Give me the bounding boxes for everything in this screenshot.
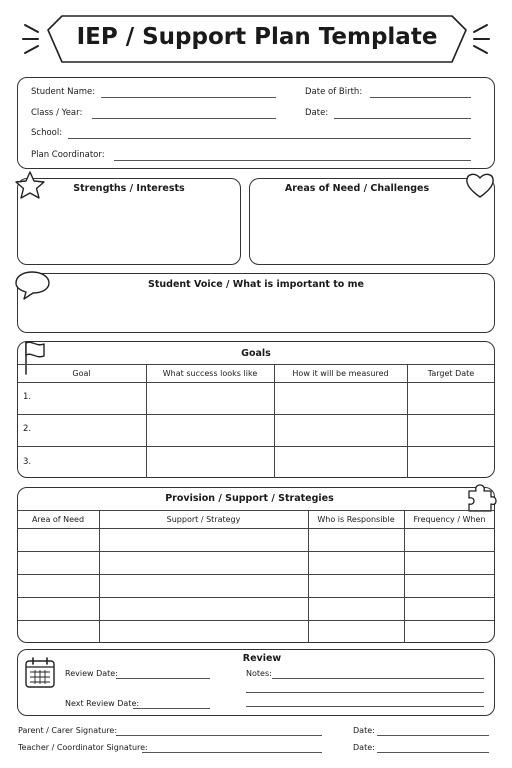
parent-date-label: Date:: [353, 726, 375, 735]
goals-row-divider: [17, 414, 495, 415]
coordinator-label: Plan Coordinator:: [31, 150, 105, 160]
sparkle-left-icon: [20, 22, 60, 62]
goals-title-divider: [17, 364, 495, 365]
provision-col-responsible: Who is Responsible: [317, 515, 395, 524]
provision-title: Provision / Support / Strategies: [165, 493, 334, 504]
goals-col-divider: [407, 364, 408, 478]
provision-row-divider: [17, 551, 495, 552]
goals-header-divider: [17, 382, 495, 383]
goal-row-number: 3.: [23, 457, 32, 467]
school-field[interactable]: [68, 138, 471, 139]
review-date-label: Review Date:: [65, 669, 118, 678]
student-name-label: Student Name:: [31, 87, 96, 97]
review-date-field[interactable]: [116, 678, 210, 679]
school-label: School:: [31, 128, 63, 138]
date-field[interactable]: [334, 118, 471, 119]
goals-col-success: What success looks like: [162, 369, 258, 378]
teacher-signature-label: Teacher / Coordinator Signature:: [18, 743, 148, 752]
class-year-label: Class / Year:: [31, 108, 83, 118]
provision-col-divider: [404, 510, 405, 643]
needs-title: Areas of Need / Challenges: [284, 183, 430, 194]
provision-col-divider: [308, 510, 309, 643]
goals-col-measured: How it will be measured: [292, 369, 389, 378]
provision-col-frequency: Frequency / When: [413, 515, 486, 524]
provision-col-divider: [99, 510, 100, 643]
dob-label: Date of Birth:: [305, 87, 363, 97]
provision-row-divider: [17, 620, 495, 621]
next-review-date-label: Next Review Date:: [65, 699, 140, 708]
sparkle-right-icon: [470, 22, 510, 62]
provision-col-area: Area of Need: [31, 515, 85, 524]
student-name-field[interactable]: [101, 97, 276, 98]
teacher-date-field[interactable]: [377, 752, 489, 753]
goal-row-number: 2.: [23, 424, 32, 434]
provision-header-divider: [17, 528, 495, 529]
goals-title: Goals: [241, 348, 271, 359]
page-title: IEP / Support Plan Template: [76, 24, 438, 50]
goals-col-divider: [274, 364, 275, 478]
goals-row-divider: [17, 446, 495, 447]
provision-row-divider: [17, 574, 495, 575]
heart-icon: [465, 171, 497, 199]
notes-field-line[interactable]: [246, 706, 484, 707]
coordinator-field[interactable]: [114, 160, 471, 161]
parent-signature-field[interactable]: [116, 735, 322, 736]
goals-col-goal: Goal: [72, 369, 91, 378]
goals-col-divider: [146, 364, 147, 478]
teacher-date-label: Date:: [353, 743, 375, 752]
parent-date-field[interactable]: [377, 735, 489, 736]
calendar-icon: [24, 656, 58, 690]
teacher-signature-field[interactable]: [142, 752, 322, 753]
goals-col-target-date: Target Date: [427, 369, 475, 378]
student-voice-title: Student Voice / What is important to me: [148, 279, 364, 290]
review-title: Review: [242, 653, 282, 664]
goal-row-number: 1.: [23, 392, 32, 402]
goals-table: [17, 341, 495, 478]
provision-row-divider: [17, 597, 495, 598]
next-review-date-field[interactable]: [133, 708, 210, 709]
notes-field-line[interactable]: [246, 692, 484, 693]
notes-field-line[interactable]: [272, 678, 484, 679]
strengths-title: Strengths / Interests: [73, 183, 185, 194]
class-year-field[interactable]: [92, 118, 276, 119]
date-label: Date:: [305, 108, 329, 118]
provision-col-strategy: Support / Strategy: [166, 515, 241, 524]
notes-label: Notes:: [246, 669, 272, 678]
dob-field[interactable]: [370, 97, 471, 98]
provision-title-divider: [17, 510, 495, 511]
parent-signature-label: Parent / Carer Signature:: [18, 726, 118, 735]
